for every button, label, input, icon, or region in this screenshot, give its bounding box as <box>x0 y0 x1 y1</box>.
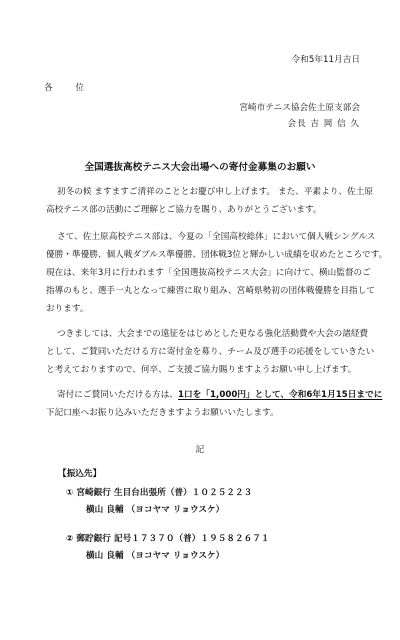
issue-date: 令和5年11月吉日 <box>291 55 360 65</box>
sender-name: 会長 吉 岡 信 久 <box>287 119 360 129</box>
ki-marker: 記 <box>195 445 205 455</box>
body-line: つきましては、大会までの遠征をはじめとした更なる強化活動費や大会の諸経費 <box>57 329 369 339</box>
body-line: と考えておりますので、何卒、ご支援ご協力賜りますようお願い申し上げます。 <box>46 365 357 375</box>
body-line: 下記口座へお振り込みいただきますようお願いいたします。 <box>46 408 279 418</box>
donation-unit-deadline: 1口を「1,000円」として、令和6年1月15日までに <box>178 390 383 400</box>
body-line: 高校テニス部の活動にご理解とご協力を賜り、ありがとうございます。 <box>46 205 322 215</box>
sender-organization: 宮崎市テニス協会佐土原支部会 <box>239 103 360 113</box>
body-line: 現在は、来年3月に行われます「全国選抜高校テニス大会」に向けて、横山監督のご <box>46 268 371 278</box>
addressee: 各 位 <box>44 83 94 93</box>
account-bank-2: ② 郵貯銀行 記号１７３７０（普）１９５８２６７１ <box>66 534 270 544</box>
body-line: として、ご賛同いただける方に寄付金を募り、チーム及び選手の応援をしていきたい <box>46 347 375 357</box>
transfer-heading: 【振込先】 <box>58 469 102 479</box>
account-holder-2: 横山 良輔 （ヨコヤマ リョウスケ） <box>86 551 225 561</box>
body-line: 優勝・準優勝、個人戦ダブルス準優勝、団体戦3位と輝かしい成績を収めたところです。 <box>46 250 388 260</box>
donation-terms-pre: 寄付にご賛同いただける方は、 <box>57 390 179 400</box>
document-title: 全国選抜高校テニス大会出場への寄付金募集のお願い <box>84 162 316 173</box>
account-bank-1: ① 宮崎銀行 生目台出張所（普）１０２５２２３ <box>66 488 253 498</box>
body-line: 指導のもと、選手一丸となって練習に取り組み、宮崎県勢初の団体戦優勝を目指して <box>46 286 375 296</box>
body-line: 初冬の候 ますますご清祥のこととお慶び申し上げます。 また、平素より、佐土原 <box>57 187 374 197</box>
body-line: さて、佐土原高校テニス部は、今夏の「全国高校総体」において個人戦シングルス <box>57 232 376 242</box>
donation-terms-line <box>57 391 382 400</box>
body-line: おります。 <box>46 304 89 314</box>
account-holder-1: 横山 良輔 （ヨコヤマ リョウスケ） <box>86 505 225 515</box>
